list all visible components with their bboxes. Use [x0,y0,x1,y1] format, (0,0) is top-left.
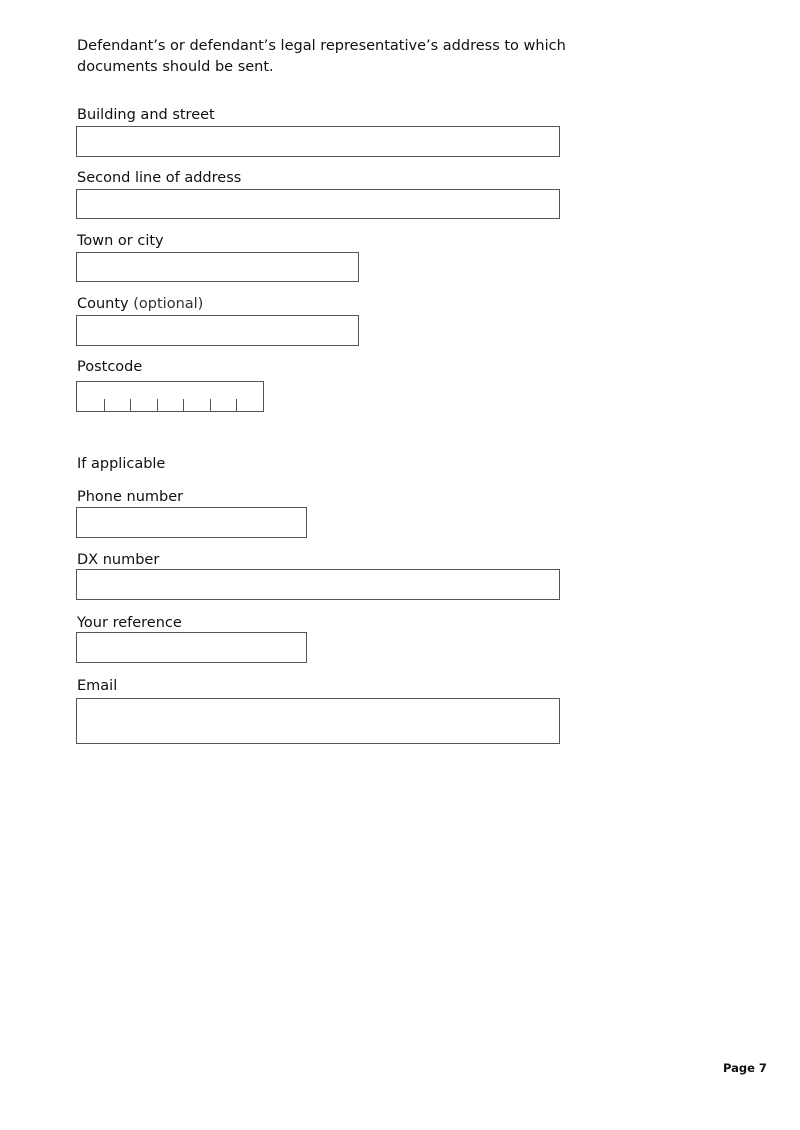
page-number: Page 7 [723,1061,767,1075]
email-label: Email [77,678,118,694]
instruction-text: Defendant’s or defendant’s legal representative’s address to which documents should be sent. [77,38,566,75]
reference-label: Your reference [77,615,182,631]
email-field[interactable] [76,698,560,744]
reference-field[interactable] [76,632,307,663]
second-line-label: Second line of address [77,170,242,186]
postcode-field[interactable] [76,381,264,412]
postcode-cell-divider [183,399,184,411]
postcode-cell-divider [157,399,158,411]
phone-label: Phone number [77,489,184,505]
second-line-field[interactable] [76,189,560,219]
county-label [77,295,203,313]
building-street-field[interactable] [76,126,560,157]
dx-label: DX number [77,552,160,568]
town-label: Town or city [77,233,164,249]
dx-field[interactable] [76,569,560,600]
building-street-label: Building and street [77,107,215,123]
optional-hint: (optional) [133,296,204,312]
county-field[interactable] [76,315,359,346]
postcode-cell-divider [104,399,105,411]
postcode-cell-divider [236,399,237,411]
postcode-cell-divider [210,399,211,411]
town-field[interactable] [76,252,359,282]
postcode-cell-divider [130,399,131,411]
if-applicable-heading: If applicable [77,456,166,472]
phone-field[interactable] [76,507,307,538]
postcode-label: Postcode [77,359,143,375]
county-label-text: County [77,296,129,312]
